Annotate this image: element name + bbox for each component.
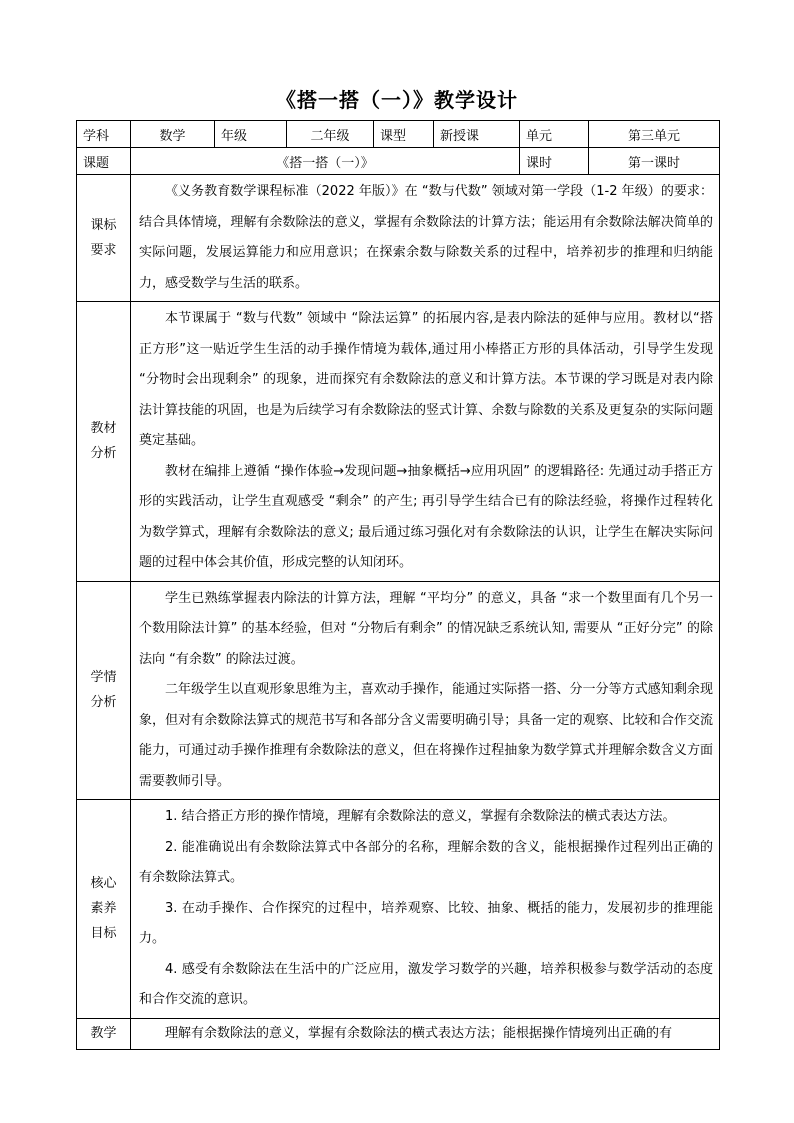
section-label-line: 学情 — [90, 670, 117, 686]
section-label-line: 教材 — [90, 421, 117, 437]
section-label-line: 分析 — [90, 695, 117, 711]
unit-value: 第三单元 — [589, 121, 720, 148]
section-content — [131, 175, 720, 302]
section-label-line: 核心 — [90, 876, 117, 892]
period-value: 第一课时 — [589, 148, 720, 175]
section-content — [131, 1018, 720, 1049]
section-label — [77, 302, 131, 582]
section-label — [77, 175, 131, 302]
section-paragraph: 1. 结合搭正方形的操作情境，理解有余数除法的意义，掌握有余数除法的横式表达方法。 — [165, 809, 676, 824]
section-label — [77, 581, 131, 800]
section-content — [131, 581, 720, 800]
section-paragraph: 教材在编排上遵循 “操作体验→发现问题→抽象概括→应用巩固” 的逻辑路径: 先通过动手搭正方形的实践活动，让学生直观感受 “剩余” 的产生; 再引导学生结合已有的除法经验，将操作过程转化为数学算式，理解有余数除法的意义; 最后通过练习强化对有余数除法的认识，让学生在解决实际问题的过程中体会其价值，形成完整的认知闭环。 — [139, 463, 713, 570]
section-row-curriculum — [77, 175, 720, 302]
section-label-line: 分析 — [90, 446, 117, 462]
section-paragraph: 《义务教育数学课程标准（2022 年版）》在 “数与代数” 领域对第一学段（1-2 年级）的要求：结合具体情境，理解有余数除法的意义，掌握有余数除法的计算方法；能运用有余数除法解决简单的实际问题，发展运算能力和应用意识；在探索余数与除数关系的过程中，培养初步的推理和归纳能力，感受数学与生活的联系。 — [139, 184, 713, 291]
section-label — [77, 800, 131, 1019]
section-paragraph: 2. 能准确说出有余数除法算式中各部分的名称，理解余数的含义，能根据操作过程列出正确的有余数除法算式。 — [139, 839, 713, 885]
section-paragraph: 二年级学生以直观形象思维为主，喜欢动手操作，能通过实际搭一搭、分一分等方式感知剩余现象，但对有余数除法算式的规范书写和各部分含义需要明确引导；具备一定的观察、比较和合作交流能力，可通过动手操作推理有余数除法的意义，但在将操作过程抽象为数学算式并理解余数含义方面需要教师引导。 — [139, 682, 713, 789]
period-label: 课时 — [520, 148, 589, 175]
section-content — [131, 302, 720, 582]
section-row-learners — [77, 581, 720, 800]
header-row — [77, 121, 720, 148]
subject-value: 数学 — [131, 121, 215, 148]
topic-label: 课题 — [77, 148, 131, 175]
section-label-line: 素养 — [90, 901, 117, 917]
type-label: 课型 — [374, 121, 434, 148]
section-paragraph: 3. 在动手操作、合作探究的过程中，培养观察、比较、抽象、概括的能力，发展初步的推理能力。 — [139, 900, 713, 946]
section-paragraph: 理解有余数除法的意义，掌握有余数除法的横式表达方法；能根据操作情境列出正确的有 — [165, 1025, 673, 1041]
section-content — [131, 800, 720, 1019]
subject-label: 学科 — [77, 121, 131, 148]
section-paragraph: 4. 感受有余数除法在生活中的广泛应用，激发学习数学的兴趣，培养积极参与数学活动的态度和合作交流的意识。 — [139, 961, 713, 1007]
type-value: 新授课 — [434, 121, 520, 148]
topic-value: 《搭一搭（一）》 — [131, 148, 520, 175]
section-label-line: 目标 — [90, 926, 117, 942]
section-label-line: 要求 — [90, 243, 117, 258]
section-label — [77, 1018, 131, 1049]
section-row-textbook — [77, 302, 720, 582]
unit-label: 单元 — [520, 121, 589, 148]
section-paragraph: 学生已熟练掌握表内除法的计算方法，理解 “平均分” 的意义，具备 “求一个数里面有几个另一个数用除法计算” 的基本经验，但对 “分物后有剩余” 的情况缺乏系统认知, 需要从 “正好分完” 的除法向 “有余数” 的除法过渡。 — [139, 590, 713, 667]
topic-row — [77, 148, 720, 175]
grade-label: 年级 — [215, 121, 287, 148]
section-row-teaching — [77, 1018, 720, 1049]
section-paragraph: 本节课属于 “数与代数” 领域中 “除法运算” 的拓展内容,是表内除法的延伸与应用。教材以“搭正方形”这一贴近学生生活的动手操作情境为载体,通过用小棒搭正方形的具体活动，引导学生发现 “分物时会出现剩余” 的现象，进而探究有余数除法的意义和计算方法。本节课的学习既是对表内除法计算技能的巩固，也是为后续学习有余数除法的竖式计算、余数与除数的关系及更复杂的实际问题奠定基础。 — [139, 311, 713, 448]
page-title: 《搭一搭（一）》教学设计 — [276, 88, 518, 112]
lesson-design-table — [76, 120, 720, 1050]
section-label-line: 课标 — [90, 218, 117, 233]
grade-value: 二年级 — [287, 121, 374, 148]
section-label-line: 教学 — [90, 1026, 117, 1041]
section-row-objectives — [77, 800, 720, 1019]
